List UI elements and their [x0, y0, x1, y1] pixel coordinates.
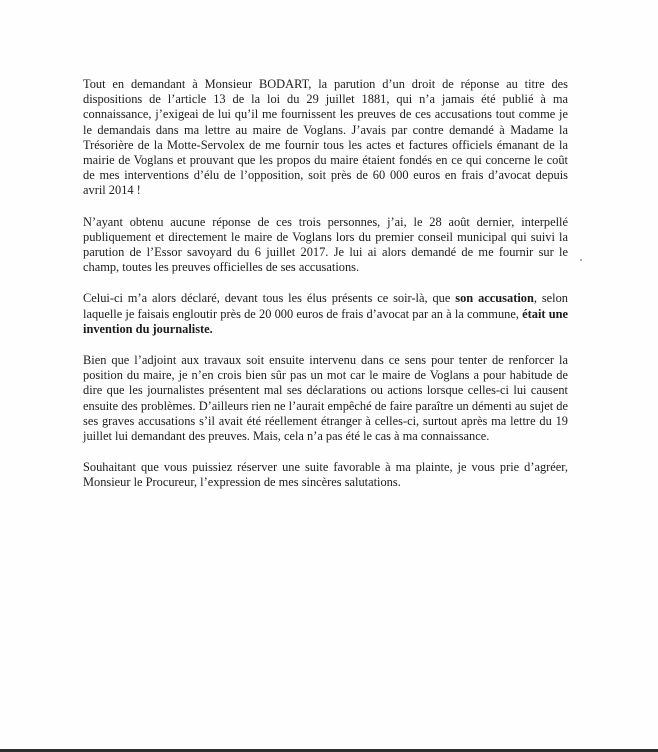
paragraph-2: N’ayant obtenu aucune réponse de ces trois personnes, j’ai, le 28 août dernier, interpellé publiquement et directement le maire de Voglans lors du premier conseil municipal qui suivi la parution de l’Essor savoyard du 6 juillet 2017. Je lui ai alors demandé de me fournir sur le champ, toutes les preuves officielles de ses accusations.: [83, 214, 568, 275]
scan-speck: [580, 259, 582, 261]
paragraph-1: Tout en demandant à Monsieur BODART, la parution d’un droit de réponse au titre des dispositions de l’article 13 de la loi du 29 juillet 1881, qui n’a jamais été publié à ma connaissance, j’exigeai de lui qu’il me fournissent les preuves de ces accusations tout comme je le demandais dans ma lettre au maire de Voglans. J’avais par contre demandé à Madame la Trésorière de la Motte-Servolex de me fournir tous les actes et factures officiels émanant de la mairie de Voglans et prouvant que les propos du maire étaient fondés en ce qui concerne le coût de mes interventions d’élu de l’opposition, soit près de 60 000 euros en frais d’avocat depuis avril 2014 !: [83, 77, 568, 198]
paragraph-5-closing: Souhaitant que vous puissiez réserver une suite favorable à ma plainte, je vous prie d’agréer, Monsieur le Procureur, l’expression de mes sincères salutations.: [83, 460, 568, 490]
paragraph-3-text-b: , selon laquelle je faisais engloutir près de 20 000 euros de frais d’avocat par an à la commune,: [83, 291, 568, 321]
letter-body: [83, 77, 568, 507]
emphasis-invention-journaliste: était une invention du journaliste.: [83, 306, 568, 336]
paragraph-3-text-a: Celui-ci m’a alors déclaré, devant tous les élus présents ce soir-là, que: [83, 291, 456, 306]
emphasis-son-accusation: son accusation: [455, 291, 534, 306]
paragraph-3: [83, 291, 568, 337]
paragraph-4: Bien que l’adjoint aux travaux soit ensuite intervenu dans ce sens pour tenter de renforcer la position du maire, je n’en crois bien sûr pas un mot car le maire de Voglans a pour habitude de dire que les journalistes présentent mal ses déclarations ou actions lorsque celles-ci lui causent ensuite des problèmes. D’ailleurs rien ne l’aurait empêché de faire paraître un démenti au sujet de ses graves accusations s’il avait été réellement étranger à celles-ci, surtout après ma lettre du 19 juillet lui demandant des preuves. Mais, cela n’a pas été le cas à ma connaissance.: [83, 353, 568, 444]
